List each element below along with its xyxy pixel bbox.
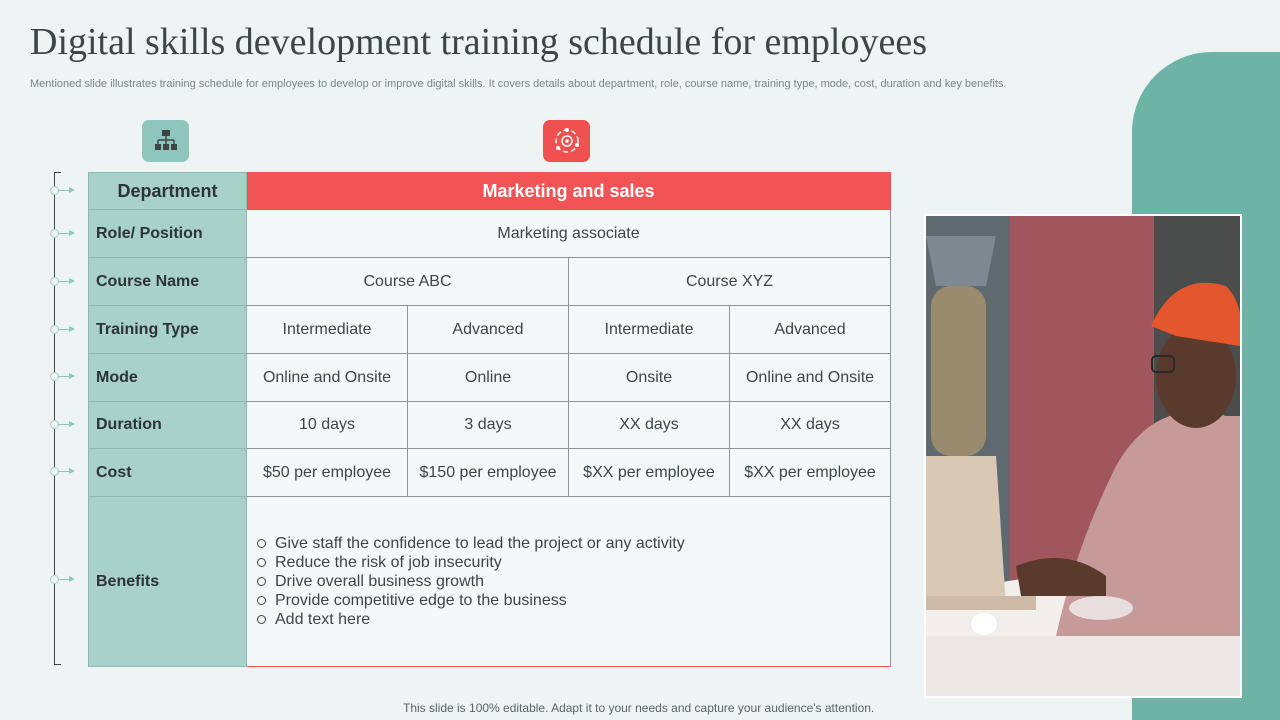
cost-label: Cost <box>89 449 247 497</box>
role-value: Marketing associate <box>247 210 891 258</box>
duration-cell: 3 days <box>408 402 569 449</box>
mode-cell: Onsite <box>569 354 730 402</box>
benefit-item: Drive overall business growth <box>257 572 890 591</box>
mode-cell: Online and Onsite <box>247 354 408 402</box>
course-cell: Course XYZ <box>569 258 891 306</box>
benefits-label: Benefits <box>89 497 247 667</box>
page-subtitle: Mentioned slide illustrates training schedule for employees to develop or improve digital skills. It covers details about department, role, course name, training type, mode, cost, duration and key benefits. <box>30 78 1007 90</box>
cost-cell: $XX per employee <box>730 449 891 497</box>
course-label: Course Name <box>89 258 247 306</box>
table-row <box>89 306 891 354</box>
cost-cell: $50 per employee <box>247 449 408 497</box>
timeline-arrow-icon <box>50 276 80 286</box>
benefit-item: Give staff the confidence to lead the project or any activity <box>257 534 890 553</box>
cost-cell: $150 per employee <box>408 449 569 497</box>
timeline-arrow-icon <box>50 228 80 238</box>
benefits-list <box>247 534 890 629</box>
benefit-item: Reduce the risk of job insecurity <box>257 553 890 572</box>
mode-label: Mode <box>89 354 247 402</box>
row-timeline <box>54 172 88 665</box>
timeline-arrow-icon <box>50 466 80 476</box>
duration-label: Duration <box>89 402 247 449</box>
department-value: Marketing and sales <box>247 173 891 210</box>
training-type-cell: Intermediate <box>569 306 730 354</box>
cost-cell: $XX per employee <box>569 449 730 497</box>
training-type-cell: Advanced <box>730 306 891 354</box>
timeline-arrow-icon <box>50 371 80 381</box>
role-label: Role/ Position <box>89 210 247 258</box>
timeline-arrow-icon <box>50 324 80 334</box>
mode-cell: Online <box>408 354 569 402</box>
duration-cell: 10 days <box>247 402 408 449</box>
training-schedule-table <box>88 172 891 667</box>
footer-note: This slide is 100% editable. Adapt it to your needs and capture your audience's attention. <box>403 701 875 715</box>
table-row <box>89 258 891 306</box>
table-row <box>89 173 891 210</box>
course-cell: Course ABC <box>247 258 569 306</box>
table-row <box>89 497 891 667</box>
table-row <box>89 402 891 449</box>
timeline-arrow-icon <box>50 419 80 429</box>
target-cycle-icon <box>543 120 590 162</box>
benefit-item: Provide competitive edge to the business <box>257 591 890 610</box>
timeline-arrow-icon <box>50 185 80 195</box>
table-row <box>89 210 891 258</box>
department-label: Department <box>89 173 247 210</box>
training-type-cell: Intermediate <box>247 306 408 354</box>
table-row <box>89 449 891 497</box>
employee-laptop-photo <box>924 214 1242 698</box>
duration-cell: XX days <box>730 402 891 449</box>
training-type-cell: Advanced <box>408 306 569 354</box>
duration-cell: XX days <box>569 402 730 449</box>
page-title: Digital skills development training schedule for employees <box>30 21 928 63</box>
training-type-label: Training Type <box>89 306 247 354</box>
mode-cell: Online and Onsite <box>730 354 891 402</box>
timeline-arrow-icon <box>50 574 80 584</box>
table-row <box>89 354 891 402</box>
benefits-cell <box>247 497 891 667</box>
benefit-item: Add text here <box>257 610 890 629</box>
org-chart-icon <box>142 120 189 162</box>
